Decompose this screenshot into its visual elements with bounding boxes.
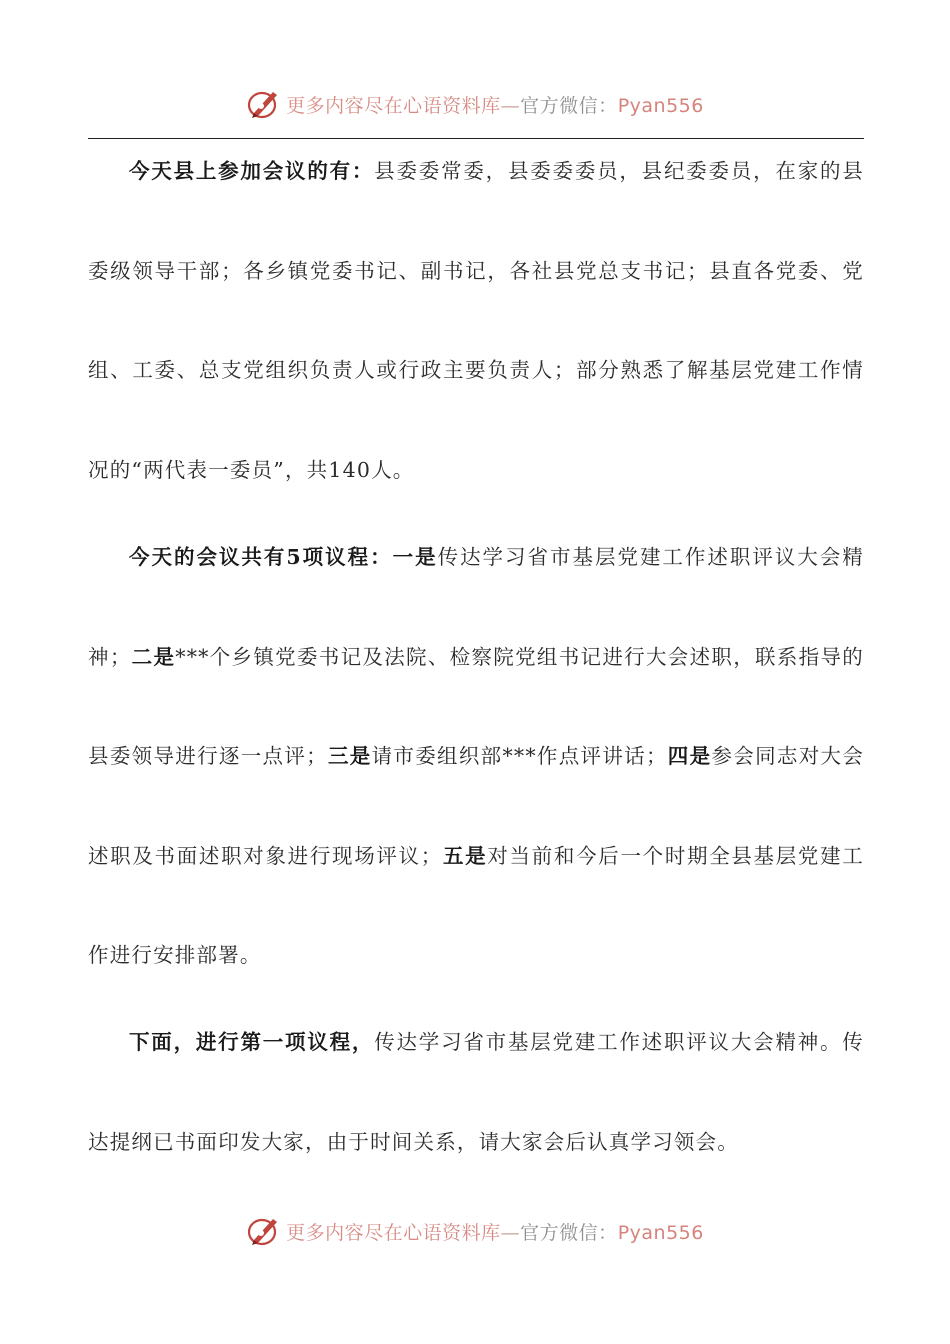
footer-banner [0, 1211, 950, 1251]
paragraph-lead: 今天的会议共有5项议程： [129, 545, 393, 569]
pen-logo-icon [246, 1213, 282, 1249]
pen-logo-icon [246, 86, 282, 122]
banner-main-text: 更多内容尽在心语资料库 [286, 1221, 501, 1244]
banner-text [286, 91, 704, 118]
banner-main-text: 更多内容尽在心语资料库 [286, 94, 501, 117]
paragraph-agenda [88, 508, 864, 1006]
paragraph-first-agenda [88, 993, 864, 1192]
banner-wechat-id: Pyan556 [617, 94, 704, 117]
paragraph-text: 传达学习省市基层党建工作述职评议大会精神。传达提纲已书面印发大家，由于时间关系，请大家会后认真学习领会。 [88, 1030, 864, 1154]
paragraph-text: 县委委常委，县委委委员，县纪委委员，在家的县委级领导干部；各乡镇党委书记、副书记，各社县党总支书记；县直各党委、党组、工委、总支党组织负责人或行政主要负责人；部分熟悉了解基层党建工作情况的“两代表一委员”，共140人。 [88, 159, 864, 482]
banner-wechat-label: 官方微信： [520, 1221, 618, 1244]
paragraph-lead: 下面，进行第一项议程， [129, 1030, 375, 1054]
agenda-item-label: 一是 [392, 545, 438, 569]
agenda-item-label: 三是 [327, 744, 372, 768]
agenda-item-label: 二是 [131, 644, 176, 669]
agenda-item-text: 请市委组织部***作点评讲话； [371, 744, 668, 768]
agenda-item-text: 对当前和今后一个时期全县基层党建工作进行安排部署。 [88, 843, 865, 967]
banner-dash: — [500, 94, 521, 117]
banner-wechat-label: 官方微信： [520, 94, 618, 117]
banner-wechat-id: Pyan556 [617, 1221, 704, 1244]
agenda-item-label: 五是 [442, 843, 488, 868]
agenda-item-text: 传达学习省市基层党建工作述职评议大会精神； [88, 545, 865, 669]
agenda-item-label: 四是 [667, 744, 712, 768]
banner-dash: — [500, 1221, 521, 1244]
banner-text [286, 1218, 704, 1245]
paragraph-lead: 今天县上参加会议的有： [129, 159, 375, 183]
agenda-item-text: ***个乡镇党委书记及法院、检察院党组书记进行大会述职，联系指导的县委领导进行逐一点评； [88, 644, 864, 768]
agenda-item-text: 参会同志对大会述职及书面述职对象进行现场评议； [88, 744, 865, 868]
paragraph-attendees [88, 122, 864, 520]
header-banner [0, 84, 950, 124]
